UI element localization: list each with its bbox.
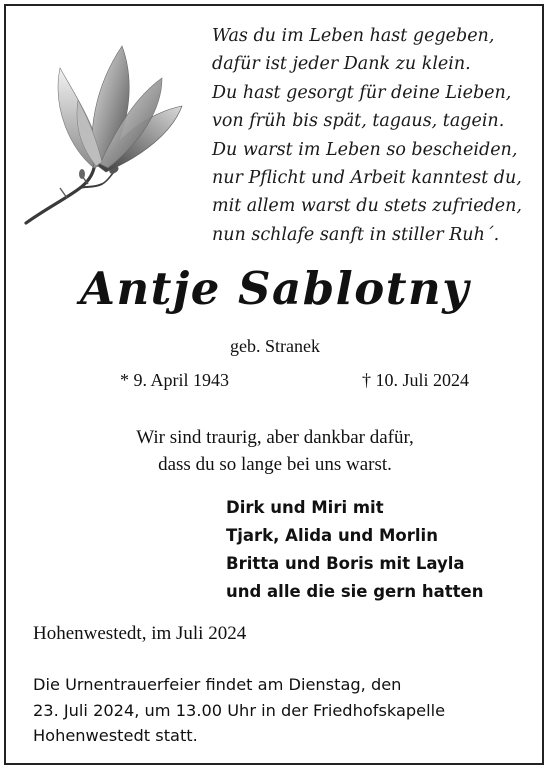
- mourner-line: Dirk und Miri mit: [226, 498, 384, 517]
- gratitude-line: dass du so lange bei uns warst.: [158, 454, 392, 475]
- mourners-list: [226, 494, 483, 606]
- poem-line: dafür ist jeder Dank zu klein.: [212, 54, 471, 75]
- notice-line: 23. Juli 2024, um 13.00 Uhr in der Friedhofskapelle: [33, 700, 446, 720]
- poem-line: Was du im Leben hast gegeben,: [212, 26, 495, 46]
- poem: [212, 22, 532, 249]
- poem-line: Du hast gesorgt für deine Lieben,: [212, 82, 512, 103]
- poem-line: nun schlafe sanft in stiller Ruh´.: [212, 224, 500, 245]
- gratitude-text: [0, 424, 550, 478]
- place-date: Hohenwestedt, im Juli 2024: [33, 623, 247, 644]
- poem-line: nur Pflicht und Arbeit kanntest du,: [212, 168, 522, 189]
- deceased-name: Antje Sablotny: [80, 262, 470, 315]
- poem-line: Du warst im Leben so bescheiden,: [212, 139, 518, 160]
- poem-line: von früh bis spät, tagaus, tagein.: [212, 111, 505, 132]
- poem-line: mit allem warst du stets zufrieden,: [212, 196, 522, 217]
- mourner-line: Tjark, Alida und Morlin: [226, 526, 438, 545]
- birth-date: * 9. April 1943: [120, 370, 230, 390]
- death-date: † 10. Juli 2024: [362, 370, 470, 390]
- mourner-line: Britta und Boris mit Layla: [226, 554, 465, 573]
- notice-line: Die Urnentrauerfeier findet am Dienstag, den: [33, 675, 402, 694]
- mourner-line: und alle die sie gern hatten: [226, 582, 484, 601]
- magnolia-branch-icon: [22, 38, 197, 228]
- maiden-name: geb. Stranek: [230, 336, 320, 356]
- service-notice: [33, 672, 533, 749]
- notice-line: Hohenwestedt statt.: [33, 726, 198, 745]
- gratitude-line: Wir sind traurig, aber dankbar dafür,: [136, 427, 414, 448]
